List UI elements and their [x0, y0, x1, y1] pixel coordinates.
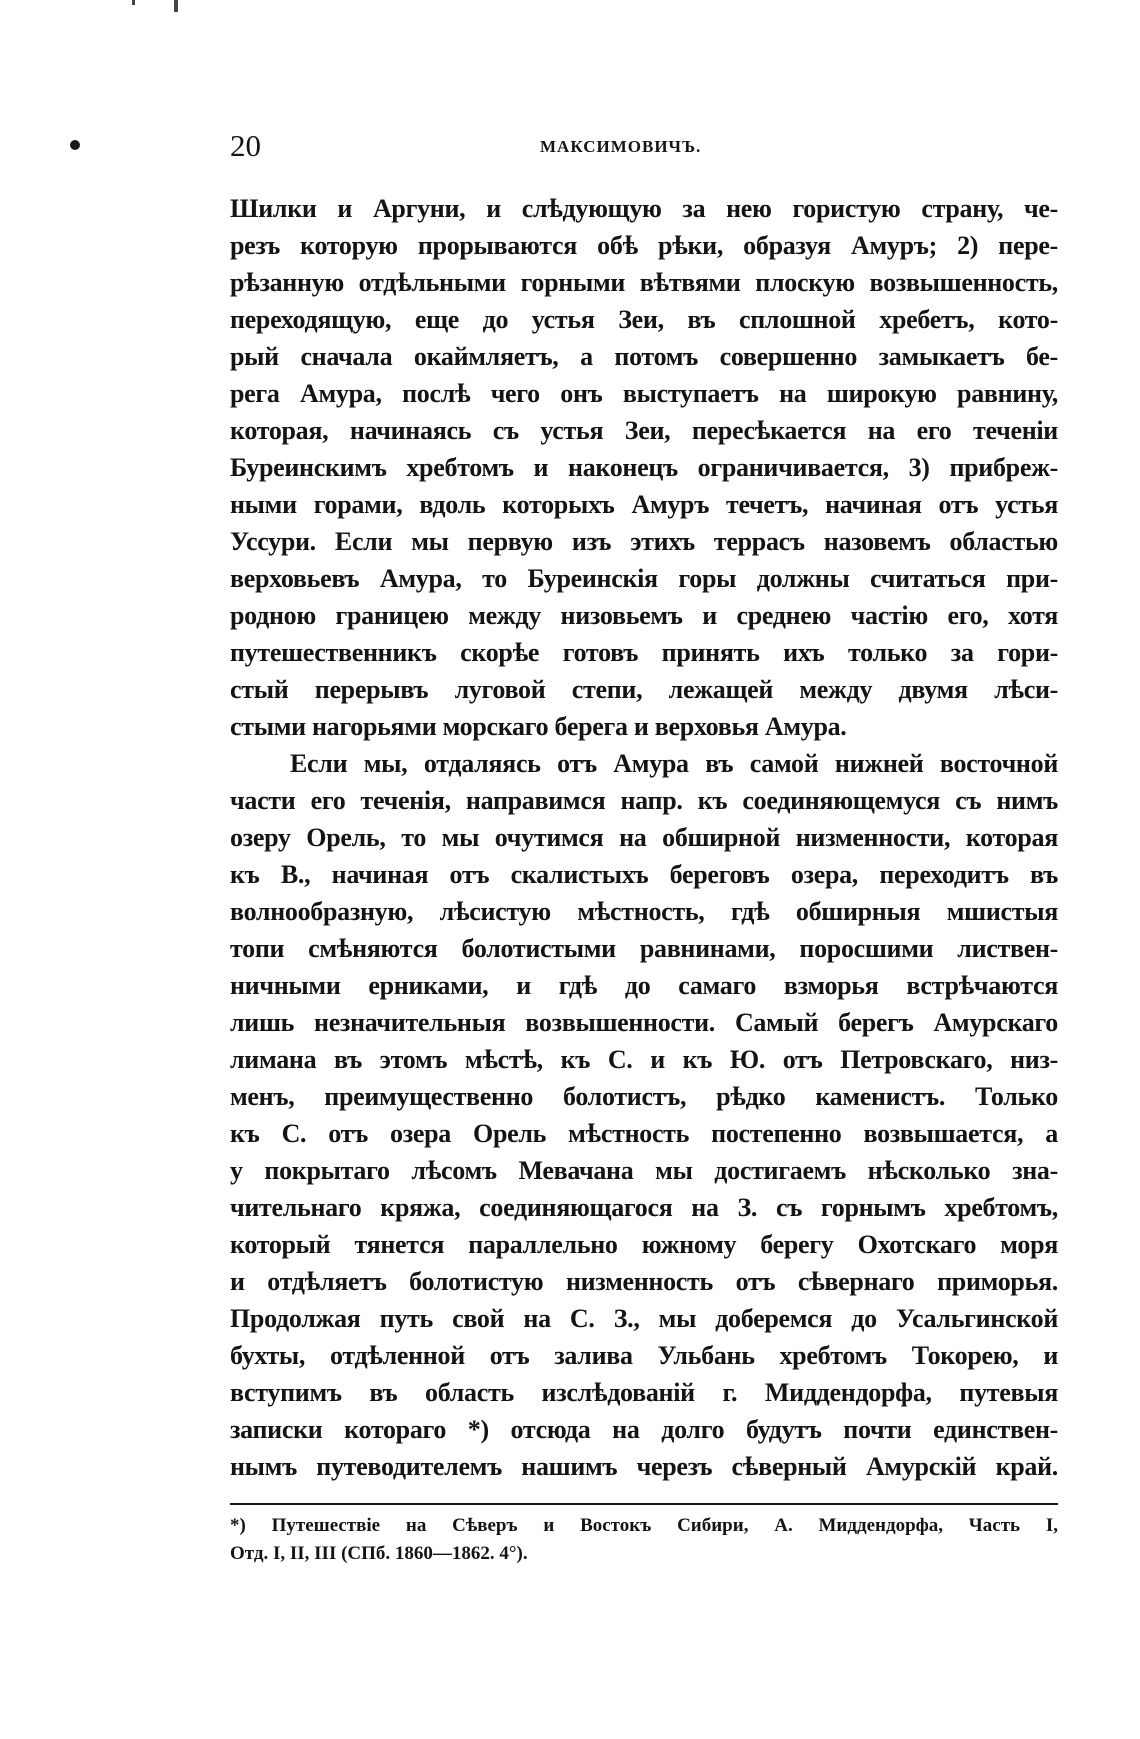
text-line: ничными ерниками, и гдѣ до самаго взморья встрѣчаются — [230, 971, 1058, 1000]
text-line: Шилки и Аргуни, и слѣдующую за нею гористую страну, че- — [230, 194, 1058, 223]
text-line: записки котораго *) отсюда на долго будутъ почти единствен- — [230, 1415, 1058, 1444]
text-line: переходящую, еще до устья Зеи, въ сплошной хребетъ, кото- — [230, 305, 1058, 334]
text-line: стыми нагорьями морскаго берега и верховья Амура. — [230, 712, 847, 741]
paragraph-2 — [230, 745, 1058, 1485]
text-line: стый перерывъ луговой степи, лежащей между двумя лѣси- — [230, 675, 1058, 704]
text-line: Уссури. Если мы первую изъ этихъ террасъ назовемъ областью — [230, 527, 1058, 556]
text-line: вступимъ въ область изслѣдованій г. Миддендорфа, путевыя — [230, 1378, 1058, 1407]
text-line: Если мы, отдаляясь отъ Амура въ самой нижней восточной — [290, 749, 1058, 778]
footnote — [230, 1512, 1058, 1568]
text-line: ными горами, вдоль которыхъ Амуръ течетъ, начиная отъ устья — [230, 490, 1058, 519]
scan-speck — [132, 0, 135, 5]
footnote-line: Отд. I, II, III (СПб. 1860—1862. 4°). — [230, 1543, 528, 1564]
text-line: лишь незначительныя возвышенности. Самый берегъ Амурскаго — [230, 1008, 1058, 1037]
text-line: резъ которую прорываются обѣ рѣки, образуя Амуръ; 2) пере- — [230, 231, 1058, 260]
text-line: рый сначала окаймляетъ, а потомъ совершенно замыкаетъ бе- — [230, 342, 1058, 371]
text-line: волнообразную, лѣсистую мѣстность, гдѣ обширныя мшистыя — [230, 897, 1058, 926]
text-line: чительнаго кряжа, соединяющагося на З. съ горнымъ хребтомъ, — [230, 1193, 1058, 1222]
running-head: МАКСИМОВИЧЪ. — [540, 137, 702, 156]
text-line: верховьевъ Амура, то Буреинскія горы должны считаться при- — [230, 564, 1058, 593]
text-line: путешественникъ скорѣе готовъ принять ихъ только за гори- — [230, 638, 1058, 667]
text-line: бухты, отдѣленной отъ залива Ульбань хребтомъ Токорею, и — [230, 1341, 1058, 1370]
text-line: которая, начинаясь съ устья Зеи, пересѣкается на его теченіи — [230, 416, 1058, 445]
text-line: у покрытаго лѣсомъ Мевачана мы достигаемъ нѣсколько зна- — [230, 1156, 1058, 1185]
text-line: нымъ путеводителемъ нашимъ черезъ сѣверный Амурскій край. — [230, 1452, 1058, 1481]
margin-bullet-mark — [70, 140, 80, 150]
page-number: 20 — [230, 128, 261, 163]
scan-speck — [174, 0, 178, 12]
footnote-divider — [230, 1503, 1058, 1505]
text-line: Продолжая путь свой на С. З., мы доберемся до Усальгинской — [230, 1304, 1058, 1333]
text-line: топи смѣняются болотистыми равнинами, поросшими листвен- — [230, 934, 1058, 963]
text-line: лимана въ этомъ мѣстѣ, къ С. и къ Ю. отъ Петровскаго, низ- — [230, 1045, 1058, 1074]
text-line: къ С. отъ озера Орель мѣстность постепенно возвышается, а — [230, 1119, 1058, 1148]
paragraph-1 — [230, 190, 1058, 745]
text-line: къ В., начиная отъ скалистыхъ береговъ озера, переходитъ въ — [230, 860, 1058, 889]
page-header — [230, 128, 1058, 168]
text-line: рега Амура, послѣ чего онъ выступаетъ на широкую равнину, — [230, 379, 1058, 408]
text-line: озеру Орель, то мы очутимся на обширной низменности, которая — [230, 823, 1058, 852]
body-text — [230, 190, 1058, 1485]
footnote-line: *) Путешествіе на Сѣверъ и Востокъ Сибири, А. Миддендорфа, Часть I, — [230, 1515, 1058, 1536]
text-line: менъ, преимущественно болотистъ, рѣдко каменистъ. Только — [230, 1082, 1058, 1111]
text-line: части его теченія, направимся напр. къ соединяющемуся съ нимъ — [230, 786, 1058, 815]
text-line: Буреинскимъ хребтомъ и наконецъ ограничивается, 3) прибреж- — [230, 453, 1058, 482]
text-line: и отдѣляетъ болотистую низменность отъ сѣвернаго приморья. — [230, 1267, 1058, 1296]
text-line: который тянется параллельно южному берегу Охотскаго моря — [230, 1230, 1058, 1259]
text-line: родною границею между низовьемъ и среднею частію его, хотя — [230, 601, 1058, 630]
text-line: рѣзанную отдѣльными горными вѣтвями плоскую возвышенность, — [230, 268, 1058, 297]
